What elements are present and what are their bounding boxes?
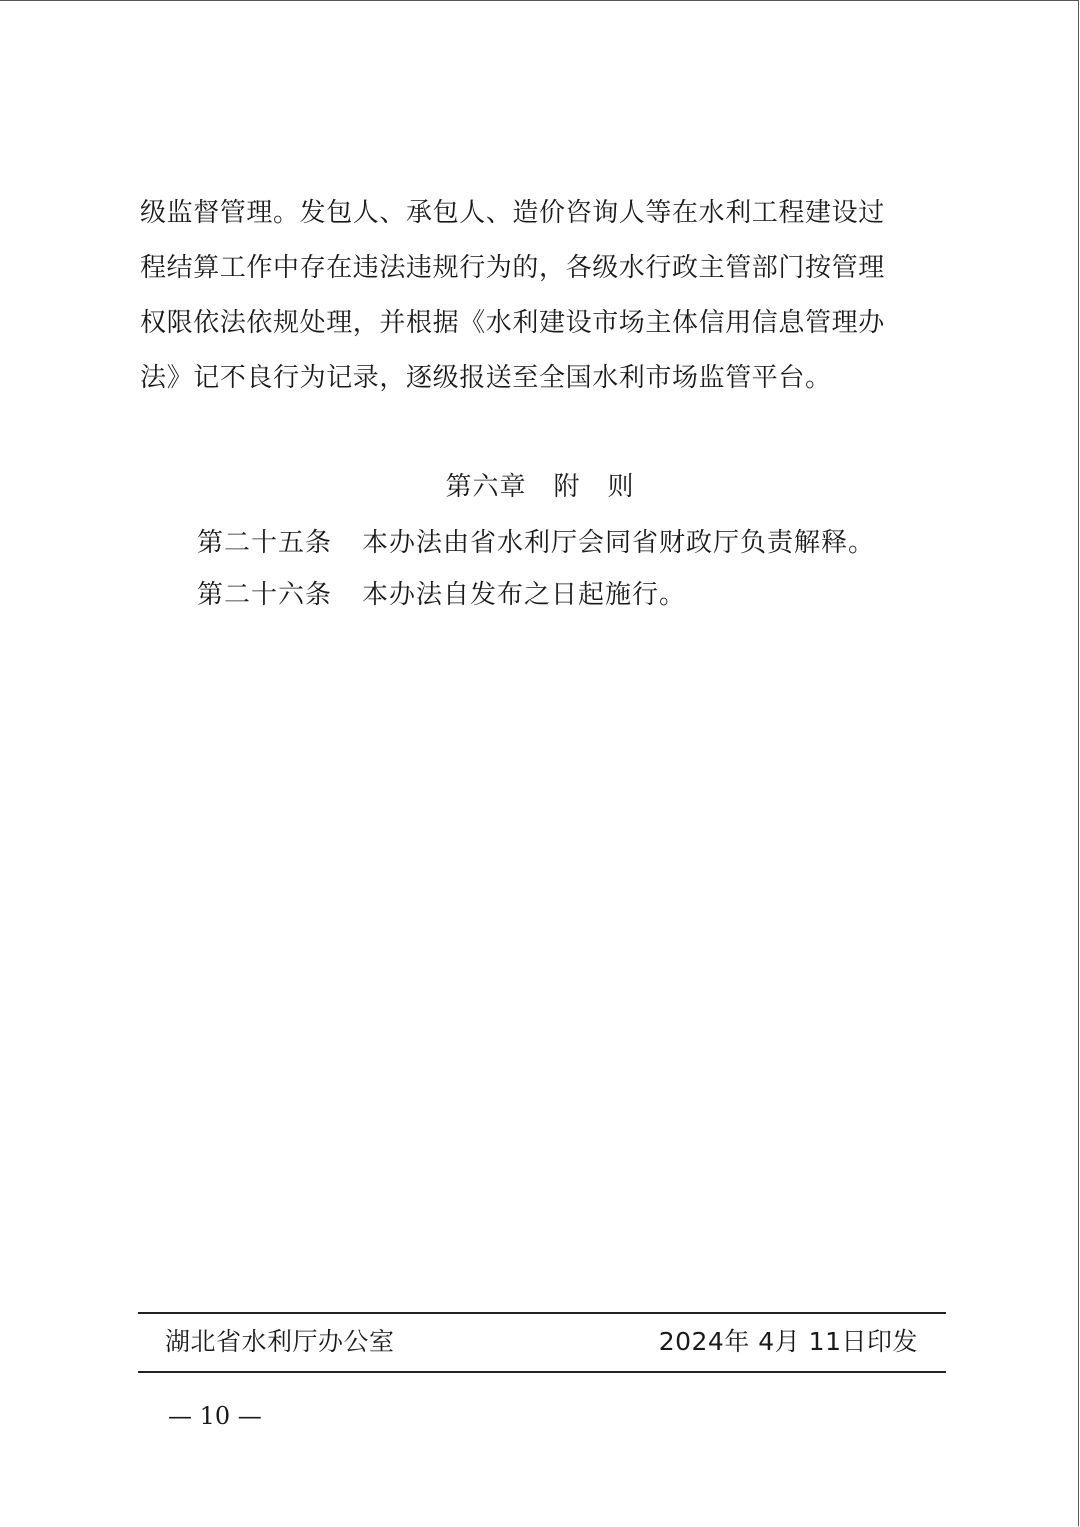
footer-issuer: 湖北省水利厅办公室 bbox=[165, 1327, 395, 1356]
body-paragraph bbox=[140, 186, 950, 406]
article-number: 第二十六条 bbox=[197, 580, 333, 610]
article-text: 本办法由省水利厅会同省财政厅负责解释。 bbox=[362, 528, 876, 558]
article-text: 本办法自发布之日起施行。 bbox=[362, 580, 687, 610]
footer-year-unit: 年 bbox=[724, 1327, 750, 1356]
footer-rule-top bbox=[138, 1312, 946, 1314]
footer-date bbox=[659, 1322, 918, 1362]
footer-month: 4 bbox=[758, 1327, 775, 1356]
footer-year: 2024 bbox=[658, 1327, 725, 1356]
body-line-1: 级监督管理。发包人、承包人、造价咨询人等在水利工程建设过 bbox=[140, 198, 885, 228]
chapter-number: 第六章 bbox=[445, 472, 527, 502]
article-25 bbox=[197, 518, 875, 568]
body-line-3: 权限依法依规处理，并根据《水利建设市场主体信用信息管理办 bbox=[140, 308, 885, 338]
chapter-gap bbox=[526, 472, 553, 502]
body-line-4: 法》记不良行为记录，逐级报送至全国水利市场监管平台。 bbox=[140, 363, 832, 393]
chapter-title: 附 则 bbox=[553, 472, 635, 502]
footer-day: 11 bbox=[808, 1327, 842, 1356]
footer-day-unit: 日印发 bbox=[841, 1327, 918, 1356]
page-number: — 10 — bbox=[168, 1402, 262, 1430]
article-26 bbox=[197, 570, 686, 620]
footer-rule-bottom bbox=[138, 1371, 946, 1373]
footer-month-unit: 月 bbox=[774, 1327, 801, 1356]
article-number: 第二十五条 bbox=[197, 528, 333, 558]
body-line-2: 程结算工作中存在违法违规行为的，各级水行政主管部门按管理 bbox=[140, 253, 885, 283]
chapter-heading bbox=[0, 462, 1080, 512]
